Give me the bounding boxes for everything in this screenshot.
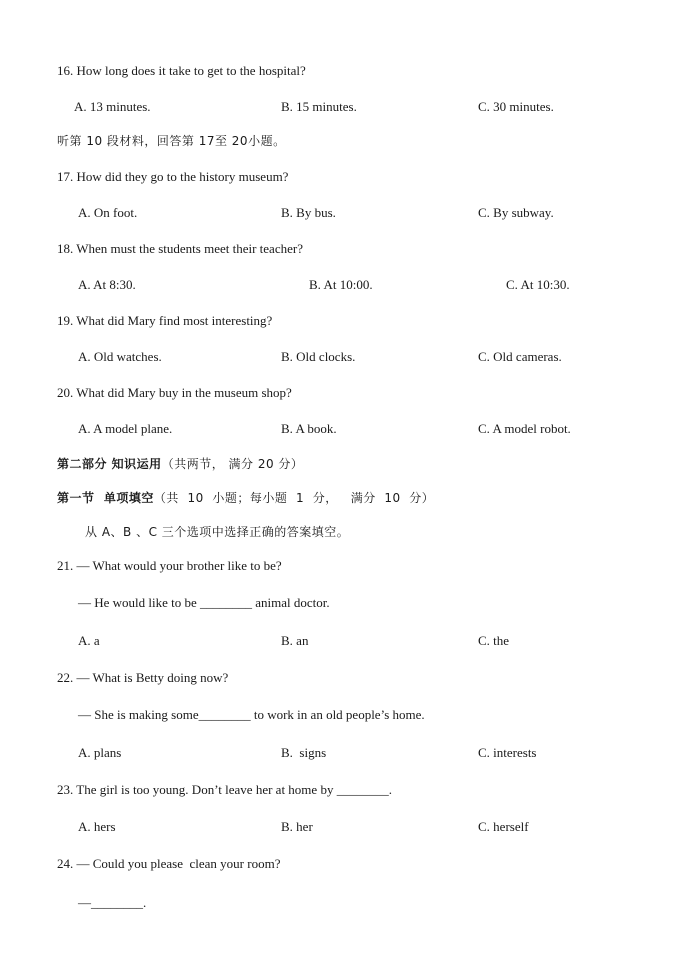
section1-instruction: 从 A、B 、C 三个选项中选择正确的答案填空。 — [85, 525, 350, 539]
q21-reply: — He would like to be ________ animal doctor. — [78, 595, 330, 610]
q16-option-a: A. 13 minutes. — [74, 99, 151, 114]
question-21: 21. — What would your brother like to be? — [57, 558, 282, 573]
q21-option-c: C. the — [478, 633, 510, 648]
question-20: 20. What did Mary buy in the museum shop? — [57, 385, 292, 400]
q20-option-c: C. A model robot. — [478, 421, 571, 436]
q18-option-b: B. At 10:00. — [309, 277, 373, 292]
q22-option-b: B. signs — [281, 745, 327, 760]
q17-option-b: B. By bus. — [281, 205, 336, 220]
q19-option-a: A. Old watches. — [78, 349, 162, 364]
q16-option-b: B. 15 minutes. — [281, 99, 357, 114]
q21-option-b: B. an — [281, 633, 309, 648]
section1-score: （共 10 小题；每小题 1 分， 满分 10 分） — [153, 491, 435, 505]
q21-option-a: A. a — [78, 633, 100, 648]
q17-option-a: A. On foot. — [78, 205, 138, 220]
q19-option-c: C. Old cameras. — [478, 349, 562, 364]
part2-title: 第二部分 知识运用 — [57, 457, 162, 471]
q16-option-c: C. 30 minutes. — [478, 99, 554, 114]
q20-option-a: A. A model plane. — [78, 421, 173, 436]
question-22: 22. — What is Betty doing now? — [57, 670, 229, 685]
q18-option-a: A. At 8:30. — [78, 277, 136, 292]
q23-option-b: B. her — [281, 819, 313, 834]
question-24: 24. — Could you please clean your room? — [57, 856, 281, 871]
part2-heading — [57, 456, 303, 472]
q19-option-b: B. Old clocks. — [281, 349, 356, 364]
question-18: 18. When must the students meet their teacher? — [57, 241, 303, 256]
q23-option-a: A. hers — [78, 819, 116, 834]
question-16: 16. How long does it take to get to the hospital? — [57, 63, 306, 78]
question-17: 17. How did they go to the history museum? — [57, 169, 289, 184]
q17-option-c: C. By subway. — [478, 205, 554, 220]
q23-option-c: C. herself — [478, 819, 529, 834]
q22-option-a: A. plans — [78, 745, 122, 760]
q22-reply: — She is making some________ to work in an old people’s home. — [78, 707, 425, 722]
section1-title: 第一节 单项填空 — [57, 491, 154, 505]
section1-heading — [57, 490, 434, 506]
question-19: 19. What did Mary find most interesting? — [57, 313, 273, 328]
q18-option-c: C. At 10:30. — [506, 277, 570, 292]
q24-reply: —________. — [78, 895, 147, 910]
question-23: 23. The girl is too young. Don’t leave her at home by ________. — [57, 782, 392, 797]
q22-option-c: C. interests — [478, 745, 537, 760]
q20-option-b: B. A book. — [281, 421, 337, 436]
part2-score: （共两节， 满分 20 分） — [161, 457, 304, 471]
listening-section-note: 听第 10 段材料，回答第 17至 20小题。 — [57, 134, 286, 148]
